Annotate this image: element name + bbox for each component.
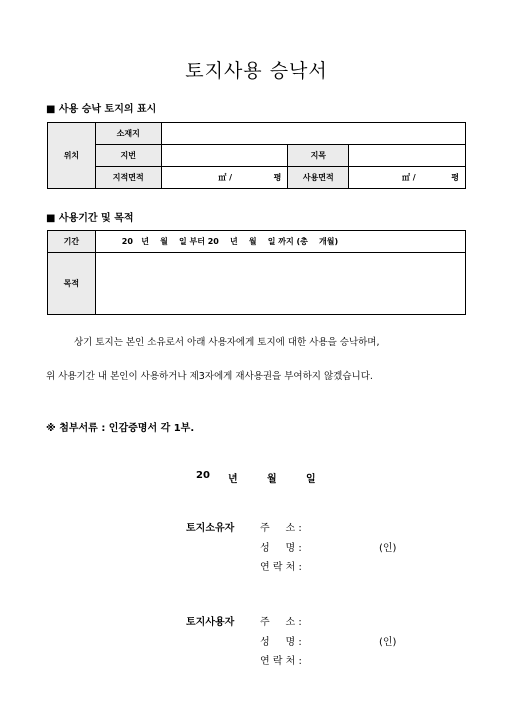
consent-line-2: 위 사용기간 내 본인이 사용하거나 제3자에게 재사용권을 부여하지 않겠습니다. — [46, 371, 373, 382]
owner-contact-label: 연 락 처 : — [260, 562, 302, 573]
lot-number-label: 지번 — [95, 145, 161, 167]
sqm-unit: ㎡ / — [218, 173, 233, 182]
purpose-label: 목적 — [48, 253, 96, 315]
address-label: 소재지 — [95, 123, 161, 145]
lot-number-field[interactable] — [161, 145, 288, 167]
owner-seal: (인) — [379, 543, 397, 554]
period-field[interactable]: 20 년 월 일 부터 20 년 월 일 까지 (총 개월) — [95, 231, 465, 253]
address-field[interactable] — [161, 123, 465, 145]
user-label: 토지사용자 — [186, 617, 235, 628]
registered-area-field[interactable] — [161, 167, 288, 189]
user-seal: (인) — [379, 637, 397, 648]
attachment-note: ※ 첨부서류 : 인감증명서 각 1부. — [46, 423, 195, 434]
date-month: 월 — [267, 474, 277, 485]
land-category-field[interactable] — [349, 145, 466, 167]
registered-area-label: 지적면적 — [95, 167, 161, 189]
use-sqm-unit: ㎡ / — [401, 173, 416, 182]
user-name-label: 성 명 : — [260, 637, 302, 648]
location-label: 위치 — [48, 123, 96, 189]
owner-address-label: 주 소 : — [260, 523, 302, 534]
date-day: 일 — [306, 474, 316, 485]
period-table — [47, 230, 466, 315]
consent-line-1: 상기 토지는 본인 소유로서 아래 사용자에게 토지에 대한 사용을 승낙하며, — [74, 337, 380, 348]
user-contact-label: 연 락 처 : — [260, 656, 302, 667]
user-address-label: 주 소 : — [260, 617, 302, 628]
date-year: 년 — [228, 474, 238, 485]
land-category-label: 지목 — [288, 145, 349, 167]
purpose-field[interactable] — [95, 253, 465, 315]
owner-label: 토지소유자 — [186, 523, 235, 534]
section-land-heading: ■ 사용 승낙 토지의 표시 — [46, 104, 157, 115]
use-area-field[interactable] — [349, 167, 466, 189]
use-area-label: 사용면적 — [288, 167, 349, 189]
pyeong-unit: 평 — [273, 173, 282, 182]
document-title: 토지사용 승낙서 — [185, 60, 328, 82]
section-period-heading: ■ 사용기간 및 목적 — [46, 213, 134, 224]
land-table — [47, 122, 466, 189]
owner-name-label: 성 명 : — [260, 543, 302, 554]
date-year-prefix: 20 — [196, 470, 210, 481]
period-label: 기간 — [48, 231, 96, 253]
use-pyeong-unit: 평 — [451, 173, 459, 182]
